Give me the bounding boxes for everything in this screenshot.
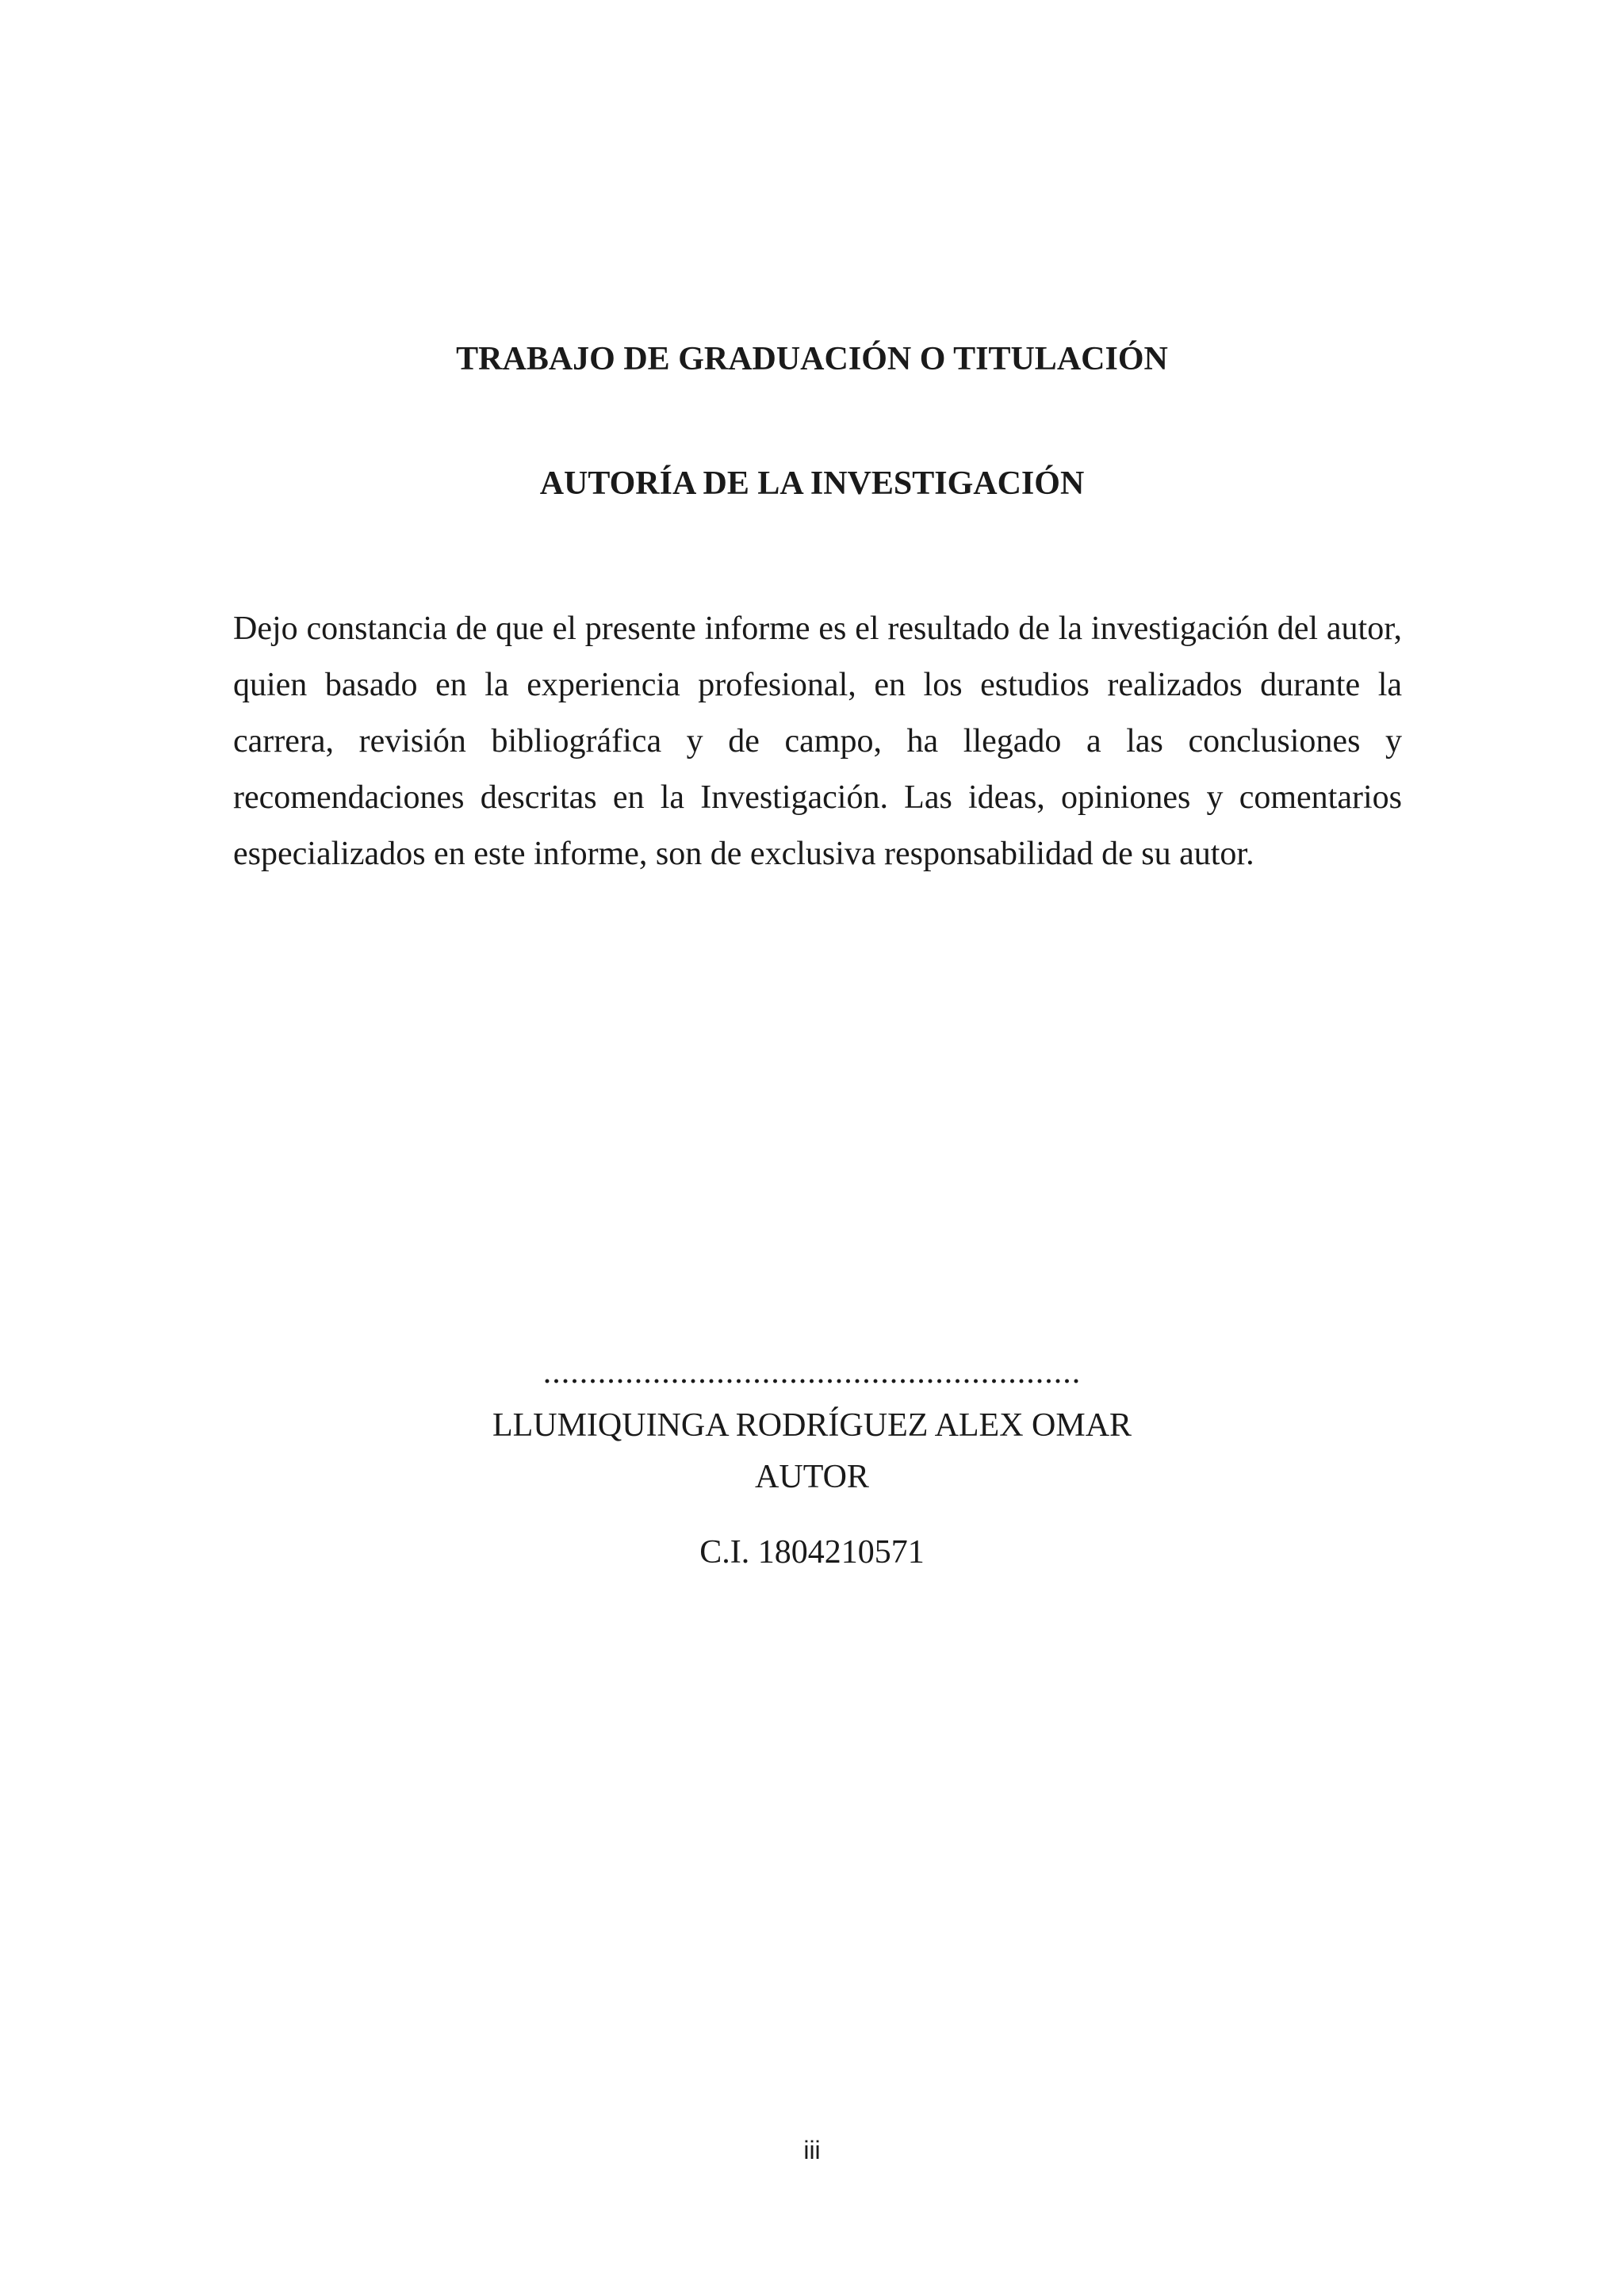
authorship-statement: Dejo constancia de que el presente informe es el resultado de la investigación del autor, quien basado en la experiencia profesional, en los estudios realizados durante la carrera, revisión bibliográfica y de campo, ha llegado a las conclusiones y recomendaciones descritas en la Investigación. Las ideas, opiniones y comentarios especializados en este informe, son de exclusiva responsabilidad de su autor.	[233, 610, 1402, 872]
section-title: AUTORÍA DE LA INVESTIGACIÓN	[539, 465, 1085, 502]
author-name: LLUMIQUINGA RODRÍGUEZ ALEX OMAR	[492, 1407, 1132, 1444]
document-title: TRABAJO DE GRADUACIÓN O TITULACIÓN	[456, 341, 1168, 377]
author-id-number: C.I. 1804210571	[699, 1534, 925, 1571]
author-role: AUTOR	[755, 1459, 869, 1495]
page-number: iii	[803, 2136, 821, 2164]
signature-line: ...........................................................	[542, 1354, 1082, 1391]
